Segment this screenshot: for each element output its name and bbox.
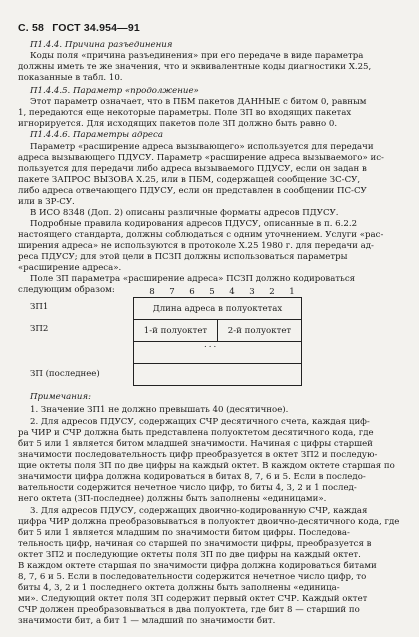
standard-code: ГОСТ 34.954—91 xyxy=(52,22,140,34)
notes-heading: Примечания: xyxy=(30,392,91,402)
note-line: СЧР должен преобразовываться в два полуоктета, где бит 8 — старший по xyxy=(18,605,360,615)
note-line: 1. Значение ЗП1 не должно превышать 40 (десятичное). xyxy=(30,405,289,415)
text-line: или в ЗР-СУ. xyxy=(18,197,75,207)
text-line: реса ПДУСУ; для этой цели в ПСЗП должны использоваться параметры xyxy=(18,252,348,262)
text-line: показанные в табл. 10. xyxy=(18,73,123,83)
bit-number: 6 xyxy=(189,287,195,297)
second-half-octet-cell: 2-й полуоктет xyxy=(218,320,302,342)
table-ellipsis: ... xyxy=(204,340,219,350)
page-header xyxy=(18,22,145,34)
text-line: либо адреса отвечающего ПДУСУ, если он представлен в сообщении ПС-СУ xyxy=(18,186,367,196)
section-heading: П1.4.4.5. Параметр «продолжение» xyxy=(30,86,199,96)
bit-number: 4 xyxy=(229,287,235,297)
note-line: биты 4, 3, 2 и 1 последнего октета должны быть заполнены «единица- xyxy=(18,583,340,593)
text-line: Подробные правила кодирования адресов ПДУСУ, описанные в п. 6.2.2 xyxy=(30,219,358,229)
note-line: значимости цифра должна кодироваться в битах 8, 7, 6 и 5. Если в последо- xyxy=(18,472,366,482)
note-line: 8, 7, 6 и 5. Если в последовательности содержится нечетное число цифр, то xyxy=(18,572,367,582)
bit-number: 3 xyxy=(249,287,255,297)
note-line: ми». Следующий октет поля ЗП содержит первый октет СЧР. Каждый октет xyxy=(18,594,368,604)
page-number: С. 58 xyxy=(18,22,45,34)
note-line: значимости бит, а бит 1 — младший по значимости бит. xyxy=(18,616,276,626)
text-line: пакете ЗАПРОС ВЫЗОВА Х.25, или в ПБМ, содержащей сообщение ЗС-СУ, xyxy=(18,175,361,185)
text-line: должны иметь те же значения, что и эквивалентные коды диагностики Х.25, xyxy=(18,62,372,72)
row-label-zp-last: ЗП (последнее) xyxy=(30,369,100,379)
section-heading: П1.4.4.6. Параметры адреса xyxy=(30,130,163,140)
text-line: ширения адреса» не используются в протоколе Х.25 1980 г. для передачи ад- xyxy=(18,241,374,251)
last-octet-cell xyxy=(134,364,302,386)
note-line: щие октеты поля ЗП по две цифры на каждый октет. В каждом октете старшая по xyxy=(18,461,395,471)
bit-number-row xyxy=(147,287,297,297)
row-label-zp1: ЗП1 xyxy=(30,302,49,312)
note-line: него октета (ЗП-последнее) должны быть заполнены «единицами». xyxy=(18,494,327,504)
note-line: 3. Для адресов ПДУСУ, содержащих двоично-кодированную СЧР, каждая xyxy=(30,506,368,516)
text-line: Параметр «расширение адреса вызывающего» используется для передачи xyxy=(30,142,374,152)
text-line: адреса вызывающего ПДУСУ. Параметр «расширение адреса вызываемого» ис- xyxy=(18,153,384,163)
address-length-cell: Длина адреса в полуоктетах xyxy=(134,298,302,320)
note-line: ра ЧИР и СЧР должна быть представлена полуоктетом десятичного кода, где xyxy=(18,428,374,438)
note-line: бит 5 или 1 является младшим по значимости битом цифры. Последова- xyxy=(18,528,350,538)
text-line: В ИСО 8348 (Доп. 2) описаны различные форматы адресов ПДУСУ. xyxy=(30,208,339,218)
first-half-octet-cell: 1-й полуоктет xyxy=(134,320,218,342)
note-line: октет ЗП2 и последующие октеты поля ЗП по две цифры на каждый октет. xyxy=(18,550,361,560)
bit-number: 7 xyxy=(169,287,175,297)
bit-number: 8 xyxy=(149,287,155,297)
text-line: пользуется для передачи либо адреса вызываемого ПДУСУ, если он задан в xyxy=(18,164,367,174)
note-line: значимости последовательность цифр преобразуется в октет ЗП2 и последую- xyxy=(18,450,378,460)
note-line: бит 5 или 1 является битом младшей значимости. Начиная с цифры старшей xyxy=(18,439,373,449)
bit-number: 5 xyxy=(209,287,215,297)
row-label-zp2: ЗП2 xyxy=(30,324,49,334)
note-line: 2. Для адресов ПДУСУ, содержащих СЧР десятичного счета, каждая циф- xyxy=(30,417,370,427)
text-line: Этот параметр означает, что в ПБМ пакетов ДАННЫЕ с битом 0, равным xyxy=(30,97,367,107)
address-format-table xyxy=(133,297,302,386)
section-heading: П1.4.4. Причина разъединения xyxy=(30,40,173,50)
note-line: тельность цифр, начиная со старшей по значимости цифры, преобразуется в xyxy=(18,539,372,549)
text-line: следующим образом: xyxy=(18,285,115,295)
text-line: игнорируется. Для исходящих пакетов поле ЗП должно быть равно 0. xyxy=(18,119,338,129)
bit-number: 1 xyxy=(289,287,295,297)
middle-octets-cell xyxy=(134,342,302,364)
note-line: цифра ЧИР должна преобразовываться в полуоктет двоично-десятичного кода, где xyxy=(18,517,400,527)
bit-number: 2 xyxy=(269,287,275,297)
text-line: Поле ЗП параметра «расширение адреса» ПСЗП должно кодироваться xyxy=(30,274,356,284)
text-line: Коды поля «причина разъединения» при его передаче в виде параметра xyxy=(30,51,364,61)
text-line: «расширение адреса». xyxy=(18,263,122,273)
note-line: вательности содержится нечетное число цифр, то биты 4, 3, 2 и 1 послед- xyxy=(18,483,357,493)
text-line: настоящего стандарта, должны соблюдаться с одним уточнением. Услуги «рас- xyxy=(18,230,384,240)
note-line: В каждом октете старшая по значимости цифра должна кодироваться битами xyxy=(18,561,377,571)
text-line: 1, передаются еще некоторые параметры. Поле ЗП во входящих пакетах xyxy=(18,108,352,118)
